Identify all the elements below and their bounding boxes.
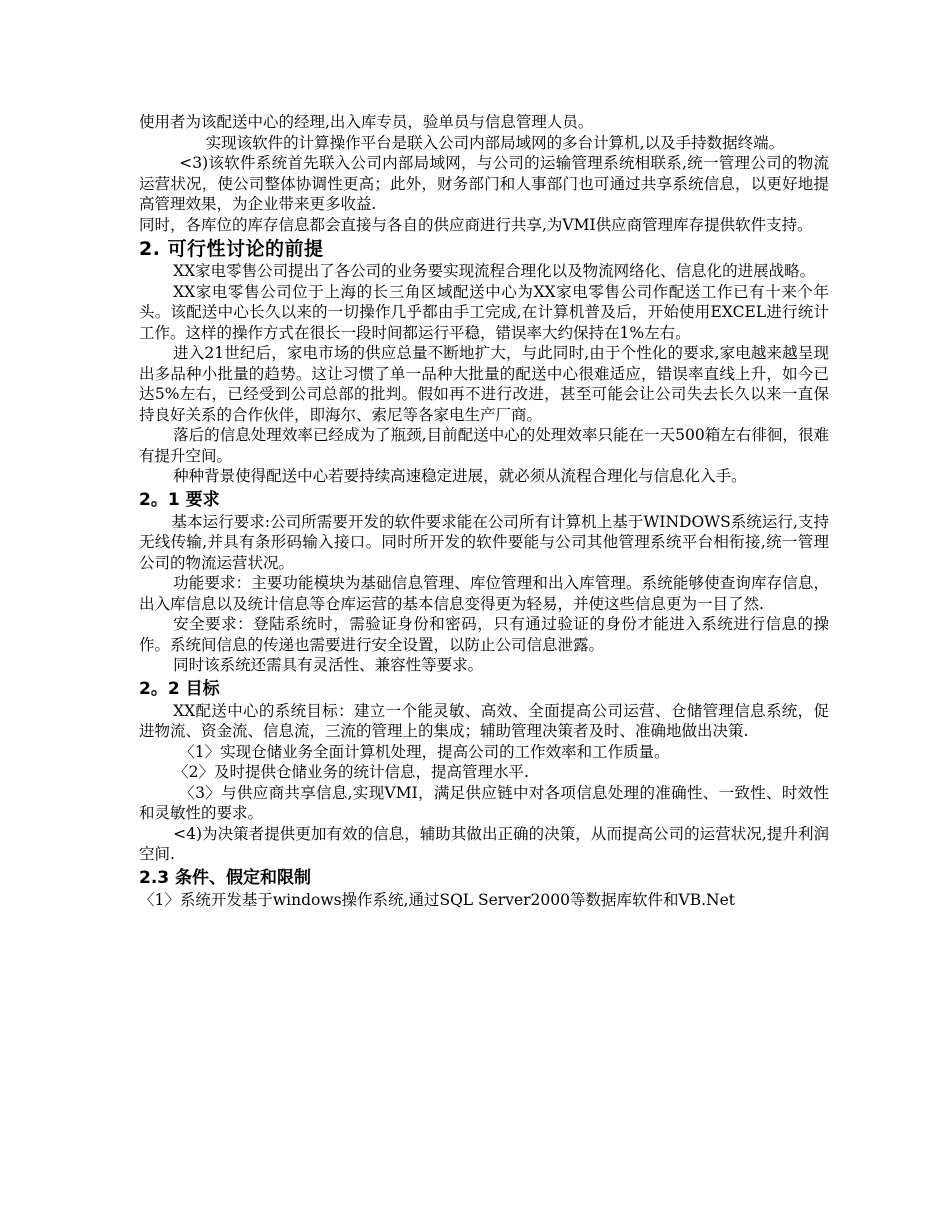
paragraph: XX家电零售公司位于上海的长三角区域配送中心为XX家电零售公司作配送工作已有十来个年头。该配送中心长久以来的一切操作几乎都由手工完成,在计算机普及后，开始使用EXCEL进行统计工作。这样的操作方式在很长一段时间都运行平稳，错误率大约保持在1%左右。	[139, 282, 829, 342]
paragraph: 同时该系统还需具有灵活性、兼容性等要求。	[173, 656, 484, 674]
paragraph: 进入21世纪后，家电市场的供应总量不断地扩大，与此同时,由于个性化的要求,家电越来越呈现出多品种小批量的趋势。这让习惯了单一品种大批量的配送中心很难适应，错误率直线上升，如今已达5%左右，已经受到公司总部的批判。假如再不进行改进，甚至可能会让公司失去长久以来一直保持良好关系的合作伙伴，即海尔、索尼等各家电生产厂商。	[139, 344, 829, 424]
paragraph: 同时，各库位的库存信息都会直接与各自的供应商进行共享,为VMI供应商管理库存提供软件支持。	[139, 215, 813, 234]
subsection-heading: 2。1 要求	[139, 489, 220, 510]
paragraph: 功能要求：主要功能模块为基础信息管理、库位管理和出入库管理。系统能够使查询库存信息，出入库信息以及统计信息等仓库运营的基本信息变得更为轻易，并使这些信息更为一目了然.	[139, 574, 829, 613]
section-heading: 2. 可行性讨论的前提	[139, 238, 324, 260]
paragraph: <3)该软件系统首先联入公司内部局域网，与公司的运输管理系统相联系,统一管理公司的物流运营状况，使公司整体协调性更高；此外，财务部门和人事部门也可通过共享系统信息，以更好地提高管理效果，为企业带来更多收益.	[139, 154, 829, 213]
paragraph: 安全要求：登陆系统时，需验证身份和密码，只有通过验证的身份才能进入系统进行信息的操作。系统间信息的传递也需要进行安全设置，以防止公司信息泄露。	[139, 615, 829, 654]
document-page	[139, 112, 829, 910]
paragraph: 〈1〉系统开发基于windows操作系统,通过SQL Server2000等数据库软件和VB.Net	[139, 890, 735, 909]
paragraph: XX配送中心的系统目标：建立一个能灵敏、高效、全面提高公司运营、仓储管理信息系统，促进物流、资金流、信息流，三流的管理上的集成；辅助管理决策者及时、准确地做出决策.	[139, 701, 829, 740]
paragraph: 使用者为该配送中心的经理,出入库专员，验单员与信息管理人员。	[139, 113, 594, 131]
paragraph: 基本运行要求:公司所需要开发的软件要求能在公司所有计算机上基于WINDOWS系统运行,支持无线传输,并具有条形码输入接口。同时所开发的软件要能与公司其他管理系统平台相衔接,统一管理公司的物流运营状况。	[139, 512, 829, 572]
paragraph: <4)为决策者提供更加有效的信息，辅助其做出正确的决策，从而提高公司的运营状况,提升利润空间.	[139, 824, 829, 863]
paragraph: 落后的信息处理效率已经成为了瓶颈,目前配送中心的处理效率只能在一天500箱左右徘徊，很难有提升空间。	[139, 426, 829, 465]
paragraph: 〈3〉与供应商共享信息,实现VMI，满足供应链中对各项信息处理的准确性、一致性、时效性和灵敏性的要求。	[139, 783, 829, 822]
subsection-heading: 2。2 目标	[139, 678, 220, 699]
paragraph: 〈2〉及时提供仓储业务的统计信息，提高管理水平.	[173, 763, 529, 781]
paragraph: 实现该软件的计算操作平台是联入公司内部局域网的多台计算机,以及手持数据终端。	[205, 133, 785, 152]
paragraph: 〈1〉实现仓储业务全面计算机处理，提高公司的工作效率和工作质量。	[179, 742, 670, 761]
subsection-heading: 2.3 条件、假定和限制	[139, 867, 312, 888]
paragraph: XX家电零售公司提出了各公司的业务要实现流程合理化以及物流网络化、信息化的进展战略。	[173, 262, 816, 280]
paragraph: 种种背景使得配送中心若要持续高速稳定进展，就必须从流程合理化与信息化入手。	[173, 467, 747, 485]
